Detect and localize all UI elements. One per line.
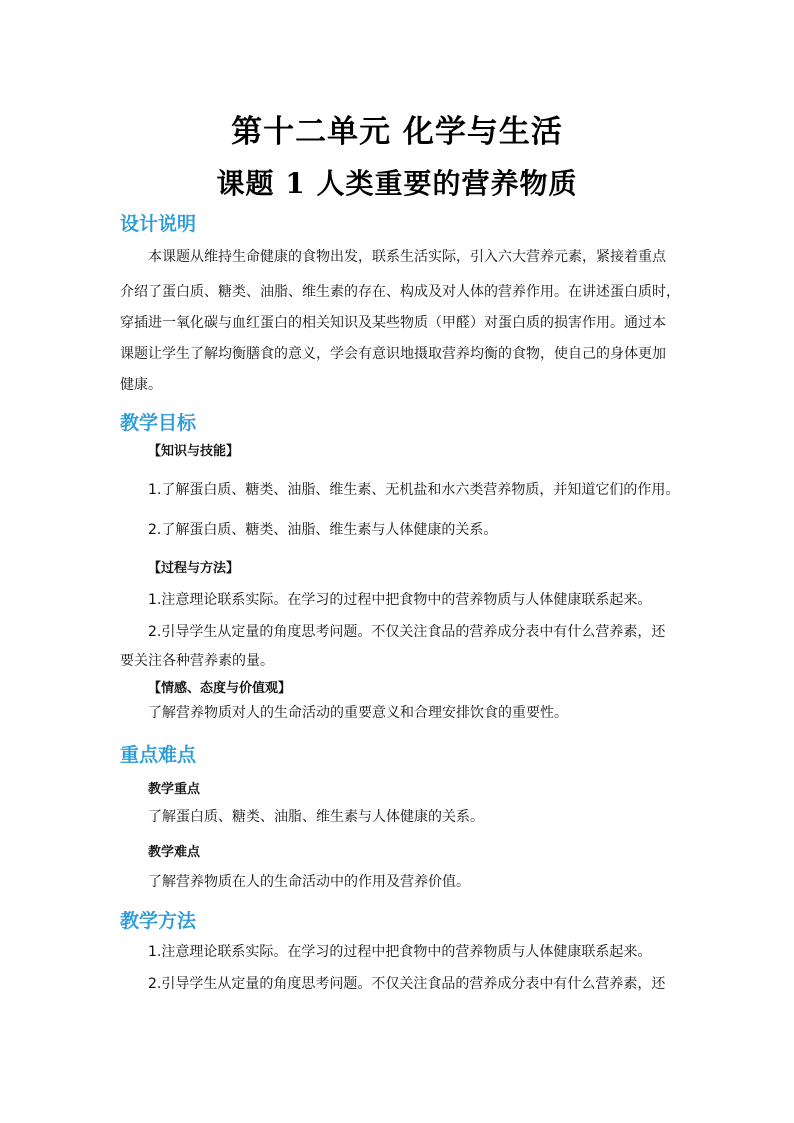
process-item-1: 1.注意理论联系实际。在学习的过程中把食物中的营养物质与人体健康联系起来。 [148, 592, 652, 608]
knowledge-item-1: 1.了解蛋白质、糖类、油脂、维生素、无机盐和水六类营养物质，并知道它们的作用。 [148, 482, 680, 498]
design-heading: 设计说明 [120, 213, 197, 235]
methods-item-1: 1.注意理论联系实际。在学习的过程中把食物中的营养物质与人体健康联系起来。 [148, 944, 652, 960]
difficulty-label: 教学难点 [148, 845, 201, 860]
emotion-item: 了解营养物质对人的生命活动的重要意义和合理安排饮食的重要性。 [148, 705, 568, 721]
unit-title: 第十二单元 化学与生活 [231, 114, 563, 150]
knowledge-label: 【知识与技能】 [148, 444, 240, 459]
design-line: 穿插进一氧化碳与血红蛋白的相关知识及某些物质（甲醛）对蛋白质的损害作用。通过本 [120, 315, 666, 331]
design-line: 介绍了蛋白质、糖类、油脂、维生素的存在、构成及对人体的营养作用。在讲述蛋白质时， [120, 284, 680, 300]
process-label: 【过程与方法】 [148, 561, 240, 576]
methods-heading: 教学方法 [120, 910, 197, 932]
focus-text: 了解蛋白质、糖类、油脂、维生素与人体健康的关系。 [148, 809, 484, 825]
focus-label: 教学重点 [148, 782, 201, 797]
emotion-label: 【情感、态度与价值观】 [148, 681, 292, 696]
lesson-title: 课题 1 人类重要的营养物质 [216, 167, 578, 200]
difficulty-text: 了解营养物质在人的生命活动中的作用及营养价值。 [148, 874, 470, 890]
process-item-2-line-2: 要关注各种营养素的量。 [120, 653, 274, 669]
methods-item-2: 2.引导学生从定量的角度思考问题。不仅关注食品的营养成分表中有什么营养素，还 [148, 976, 666, 992]
goals-heading: 教学目标 [120, 412, 197, 434]
design-line: 本课题从维持生命健康的食物出发，联系生活实际，引入六大营养元素，紧接着重点 [148, 249, 666, 265]
keypoints-heading: 重点难点 [120, 744, 197, 766]
process-item-2-line-1: 2.引导学生从定量的角度思考问题。不仅关注食品的营养成分表中有什么营养素，还 [148, 624, 666, 640]
design-line: 课题让学生了解均衡膳食的意义，学会有意识地摄取营养均衡的食物，使自己的身体更加 [120, 346, 666, 362]
design-line: 健康。 [120, 377, 162, 393]
knowledge-item-2: 2.了解蛋白质、糖类、油脂、维生素与人体健康的关系。 [148, 522, 498, 538]
